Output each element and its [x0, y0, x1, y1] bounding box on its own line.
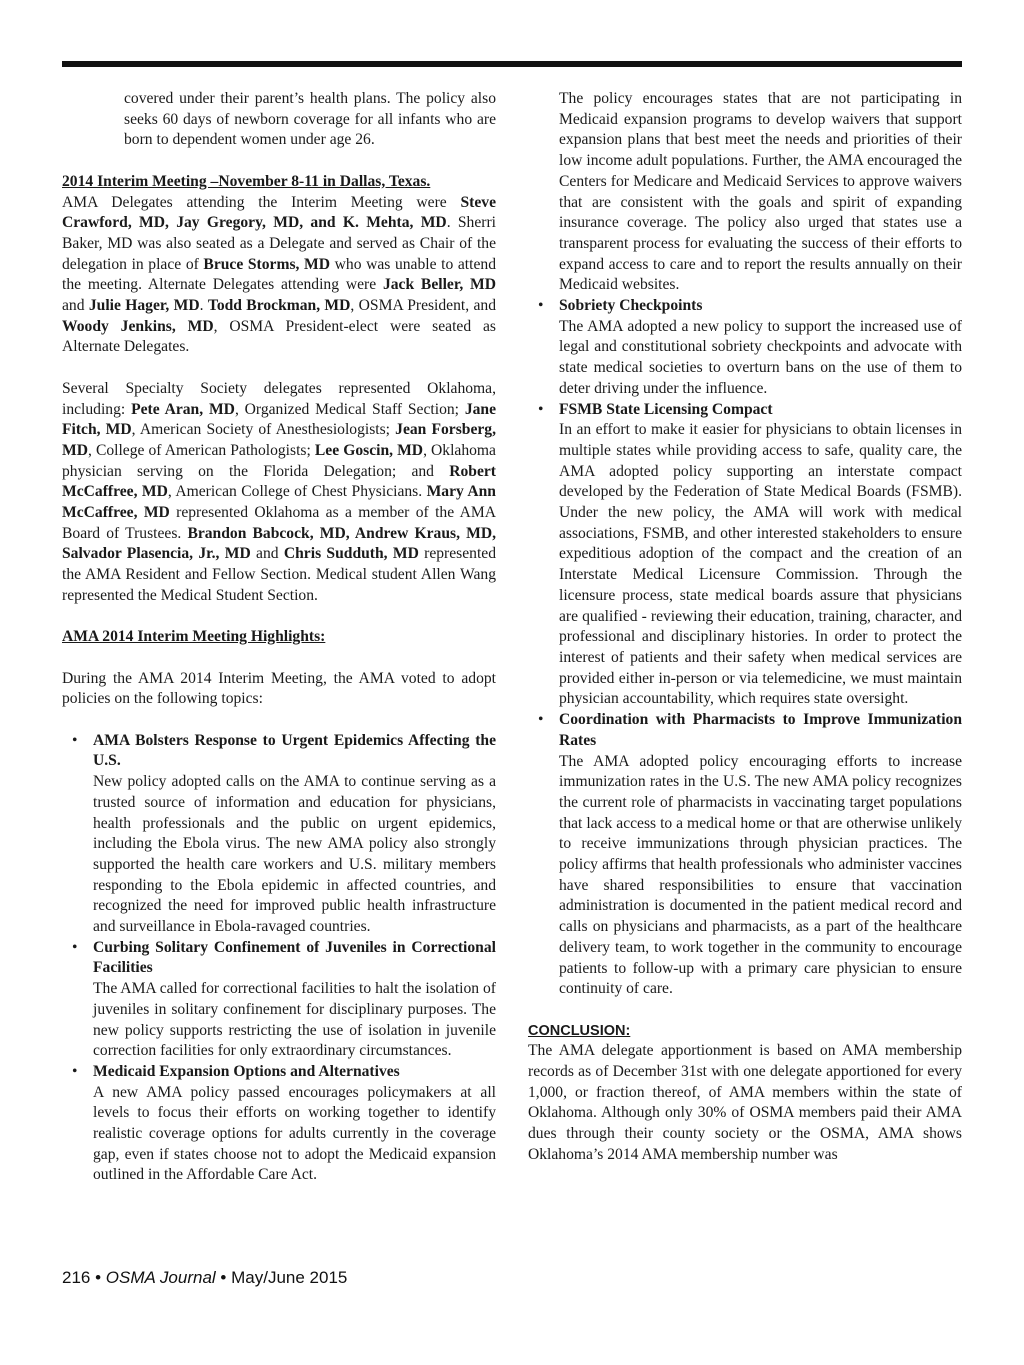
- topic-body: In an effort to make it easier for physicians to obtain licenses in multiple states while providing access to safe, quality care, the AMA adopted policy supporting an interstate compact developed by the Federation of State Medical Boards (FSMB). Under the new policy, the AMA will work with medical associations, FSMB, and other interested stakeholders to ensure expeditious adoption of the compact and the creation of an Interstate Medical Licensure Commission. Through the licensure process, state medical boards assure that physicians are qualified - reviewing their education, training, character, and professional and disciplinary histories. In order to protect the interest of patients and their safety when medical services are provided either in-person or via telemedicine, we must maintain physician accountability, which requires state oversight.: [559, 421, 962, 708]
- topic-title: • Curbing Solitary Confinement of Juveniles in Correctional Facilities: [93, 938, 496, 977]
- conclusion-heading: CONCLUSION:: [528, 1022, 631, 1039]
- topic-title: • Sobriety Checkpoints: [559, 297, 703, 315]
- issue-date: May/June 2015: [231, 1268, 348, 1287]
- list-item: [528, 400, 962, 711]
- list-item: [62, 1062, 496, 1186]
- highlights-heading: AMA 2014 Interim Meeting Highlights:: [62, 628, 326, 646]
- medicaid-continuation: The policy encourages states that are not participating in Medicaid expansion programs to develop waivers that support expansion plans that best meet the needs and priorities of their low income adult populations. Further, the AMA encouraged the Centers for Medicare and Medicaid Services to approve waivers that are consistent with the goals and spirit of expanding insurance coverage. The policy also urged that states use a transparent process for evaluating the success of their efforts to expand access to care and to report the results annually on their Medicaid websites.: [559, 90, 962, 294]
- delegates-paragraph: AMA Delegates attending the Interim Meeting were Steve Crawford, MD, Jay Gregory, MD, and K. Mehta, MD. Sherri Baker, MD was also seated as a Delegate and served as Chair of the delegation in place of Bruce Storms, MD who was unable to attend the meeting. Alternate Delegates attending were Jack Beller, MD and Julie Hager, MD. Todd Brockman, MD, OSMA President, and Woody Jenkins, MD, OSMA President-elect were seated as Alternate Delegates.: [62, 193, 496, 356]
- topic-body: The AMA called for correctional facilities to halt the isolation of juveniles in solitary confinement for disciplinary purposes. The new policy supports restricting the use of isolation in juvenile correction facilities for only extraordinary circumstances.: [93, 980, 496, 1060]
- interim-meeting-heading: 2014 Interim Meeting –November 8-11 in Dallas, Texas.: [62, 172, 431, 190]
- topic-title: • FSMB State Licensing Compact: [559, 400, 773, 418]
- right-column: [528, 89, 962, 1166]
- topic-title: • AMA Bolsters Response to Urgent Epidemics Affecting the U.S.: [93, 731, 496, 770]
- page-footer: 216 • OSMA Journal • May/June 2015: [62, 1268, 348, 1287]
- list-item: [528, 710, 962, 1000]
- topic-title: • Coordination with Pharmacists to Improve Immunization Rates: [559, 711, 962, 749]
- list-item: [62, 731, 496, 938]
- list-item: [62, 938, 496, 1062]
- left-topic-list: [62, 731, 496, 1186]
- conclusion-text: The AMA delegate apportionment is based on AMA membership records as of December 31st with one delegate apportioned for every 1,000, or fraction thereof, of AMA members within the state of Oklahoma. Although only 30% of OSMA members paid their AMA dues through their county society or the OSMA, AMA shows Oklahoma’s 2014 AMA membership number was: [528, 1042, 962, 1163]
- topic-body: New policy adopted calls on the AMA to continue serving as a trusted source of information and education for physicians, health professionals and the public on urgent epidemics, including the Ebola virus. The new AMA policy also strongly supported the health care workers and U.S. military members responding to the Ebola epidemic in affected countries, and recognized the need for improved public health infrastructure and surveillance in Ebola-ravaged countries.: [93, 773, 496, 936]
- highlights-intro: During the AMA 2014 Interim Meeting, the AMA voted to adopt policies on the following topics:: [62, 669, 496, 708]
- topic-body: A new AMA policy passed encourages policymakers at all levels to focus their efforts on working together to identify realistic coverage options for adults currently in the coverage gap, even if states choose not to adopt the Medicaid expansion outlined in the Affordable Care Act.: [93, 1083, 496, 1184]
- topic-body: The AMA adopted policy encouraging efforts to increase immunization rates in the U.S. The new AMA policy recognizes the current role of pharmacists in vaccinating target populations that lack access to a medical home or that are otherwise unlikely to receive immunizations through physician practices. The policy affirms that health professionals who administer vaccines have shared responsibilities to ensure that vaccination administration is documented in the patient medical record and calls on physicians and pharmacists, as a part of the healthcare delivery team, to work together in the community to encourage patients to follow-up with a primary care physician to ensure continuity of care.: [559, 752, 962, 998]
- list-item: [528, 296, 962, 400]
- right-topic-list: [528, 296, 962, 1000]
- intro-continuation: covered under their parent’s health plans. The policy also seeks 60 days of newborn coverage for all infants who are born to dependent women under age 26.: [124, 90, 496, 149]
- topic-title: • Medicaid Expansion Options and Alternatives: [93, 1062, 400, 1080]
- specialty-delegates-paragraph: Several Specialty Society delegates represented Oklahoma, including: Pete Aran, MD, Organized Medical Staff Section; Jane Fitch, MD, American Society of Anesthesiologists; Jean Forsberg, MD, College of American Pathologists; Lee Goscin, MD, Oklahoma physician serving on the Florida Delegation; and Robert McCaffree, MD, American College of Chest Physicians. Mary Ann McCaffree, MD represented Oklahoma as a member of the AMA Board of Trustees. Brandon Babcock, MD, Andrew Kraus, MD, Salvador Plasencia, Jr., MD and Chris Sudduth, MD represented the AMA Resident and Fellow Section. Medical student Allen Wang represented the Medical Student Section.: [62, 379, 497, 604]
- topic-body: The AMA adopted a new policy to support the increased use of legal and constitutional sobriety checkpoints and advocate with state medical societies to overturn bans on the use of them to deter driving under the influence.: [559, 317, 962, 397]
- journal-name: OSMA Journal: [105, 1268, 216, 1287]
- top-rule: [62, 61, 962, 67]
- left-column: [62, 89, 496, 1186]
- page-number: 216: [62, 1268, 91, 1287]
